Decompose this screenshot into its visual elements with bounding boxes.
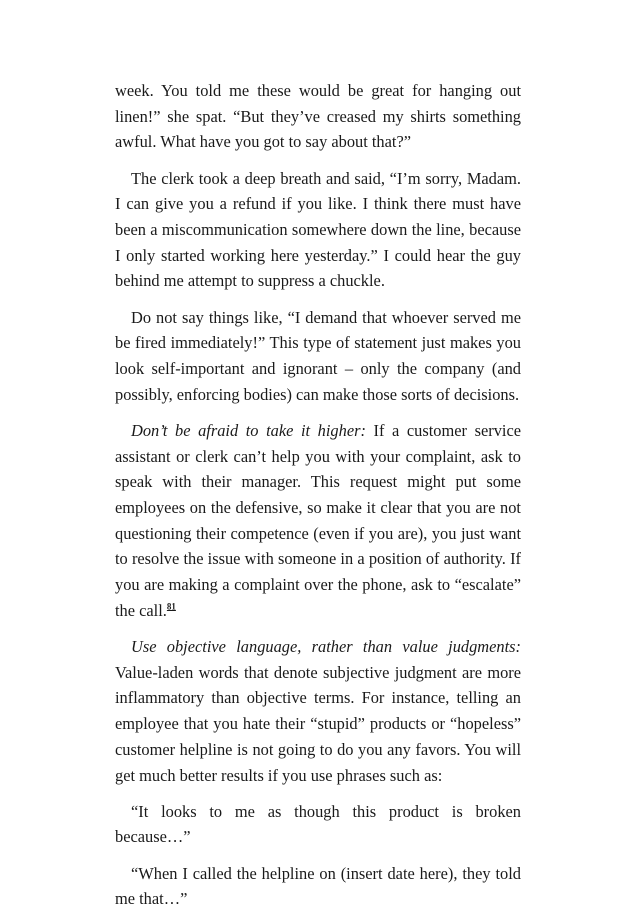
page-body (115, 78, 521, 923)
paragraph-text: “It looks to me as though this product is broken because…” (115, 801, 521, 847)
paragraph-lead-heading: Use objective language, rather than value judgments: (131, 637, 521, 657)
paragraph-example-phrase-2 (115, 861, 521, 912)
paragraph-text: week. You told me these would be great for hanging out linen!” she spat. “But they’ve creased my shirts something awful. What have you got to say about that?” (115, 81, 521, 152)
paragraph-objective-language (115, 634, 521, 788)
paragraph-text: “When I called the helpline on (insert date here), they told me that…” (115, 863, 521, 909)
paragraph-lead-heading: Don’t be afraid to take it higher: (131, 420, 366, 440)
paragraph-take-it-higher (115, 418, 521, 624)
footnote-reference[interactable]: 81 (166, 601, 176, 612)
paragraph-clerk-response (115, 166, 521, 295)
paragraph-do-not-say (115, 305, 521, 408)
paragraph-example-phrase-1 (115, 799, 521, 850)
paragraph-continued (115, 78, 521, 155)
paragraph-text: Value-laden words that denote subjective judgment are more inflammatory than objective terms. For instance, telling an employee that you hate their “stupid” products or “hopeless” customer helpline is not going to do you any favors. You will get much better results if you use phrases such as: (115, 662, 521, 785)
paragraph-text: If a customer service assistant or clerk can’t help you with your complaint, ask to speak with their manager. This request might put some employees on the defensive, so make it clear that you are not questioning their competence (even if you are), you just want to resolve the issue with someone in a position of authority. If you are making a complaint over the phone, ask to “escalate” the call. (115, 420, 521, 620)
paragraph-text: Do not say things like, “I demand that whoever served me be fired immediately!” This type of statement just makes you look self-important and ignorant – only the company (and possibly, enforcing bodies) can make those sorts of decisions. (115, 307, 521, 404)
paragraph-text: The clerk took a deep breath and said, “I’m sorry, Madam. I can give you a refund if you like. I think there must have been a miscommunication somewhere down the line, because I only started working here yesterday.” I could hear the guy behind me attempt to suppress a chuckle. (115, 168, 521, 291)
